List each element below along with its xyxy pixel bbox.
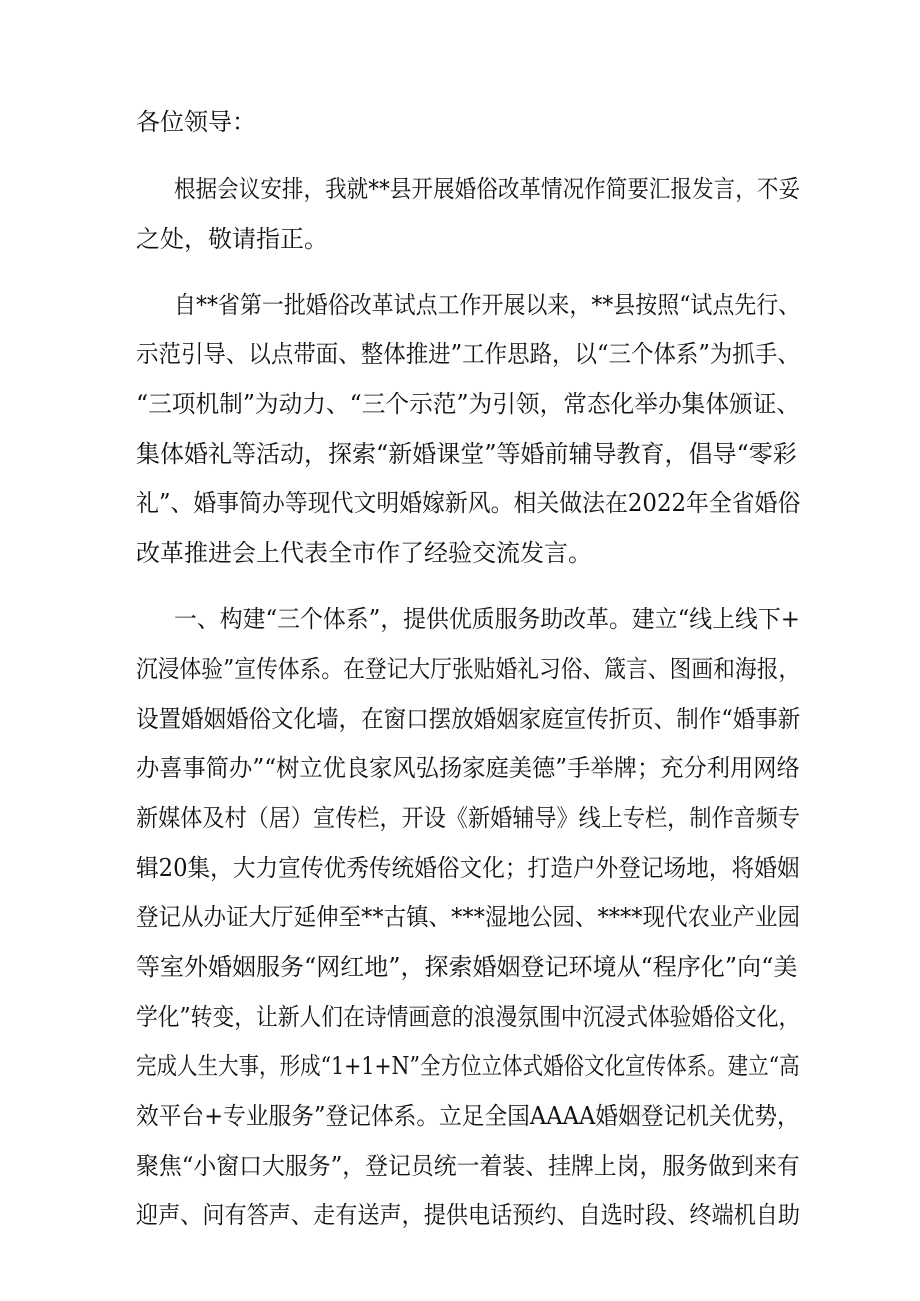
paragraph-line: 新媒体及村（居）宣传栏，开设《新婚辅导》线上专栏，制作音频专 bbox=[136, 804, 800, 832]
paragraph-line: 办喜事简办”“树立优良家风弘扬家庭美德”手举牌；充分利用网络 bbox=[136, 754, 800, 782]
paragraph-line: 聚焦“小窗口大服务”，登记员统一着装、挂牌上岗，服务做到来有 bbox=[136, 1152, 800, 1180]
paragraph-line: 之处，敬请指正。 bbox=[136, 225, 328, 253]
paragraph-line: 集体婚礼等活动，探索“新婚课堂”等婚前辅导教育，倡导“零彩 bbox=[136, 440, 797, 468]
salutation: 各位领导： bbox=[136, 108, 256, 136]
paragraph-line: “三项机制”为动力、“三个示范”为引领，常态化举办集体颁证、 bbox=[136, 390, 801, 418]
paragraph-line: 改革推进会上代表全市作了经验交流发言。 bbox=[136, 539, 592, 567]
paragraph-line: 根据会议安排，我就**县开展婚俗改革情况作简要汇报发言，不妥 bbox=[174, 175, 801, 203]
paragraph-line: 礼”、婚事简办等现代文明婚嫁新风。相关做法在2022年全省婚俗 bbox=[136, 489, 801, 517]
paragraph-line: 沉浸体验”宣传体系。在登记大厅张贴婚礼习俗、箴言、图画和海报， bbox=[136, 655, 801, 683]
paragraph-line: 一、构建“三个体系”，提供优质服务助改革。建立“线上线下+ bbox=[174, 605, 800, 633]
paragraph-line: 自**省第一批婚俗改革试点工作开展以来，**县按照“试点先行、 bbox=[174, 291, 801, 319]
paragraph-line: 效平台+专业服务”登记体系。立足全国AAAA婚姻登记机关优势， bbox=[136, 1102, 800, 1130]
paragraph-line: 学化”转变，让新人们在诗情画意的浪漫氛围中沉浸式体验婚俗文化， bbox=[136, 1003, 801, 1031]
paragraph-line: 设置婚姻婚俗文化墙，在窗口摆放婚姻家庭宣传折页、制作“婚事新 bbox=[136, 705, 801, 733]
paragraph-line: 等室外婚姻服务“网红地”，探索婚姻登记环境从“程序化”向“美 bbox=[136, 953, 798, 981]
paragraph-line: 迎声、问有答声、走有送声，提供电话预约、自选时段、终端机自助 bbox=[136, 1201, 800, 1229]
paragraph-line: 登记从办证大厅延伸至**古镇、***湿地公园、****现代农业产业园 bbox=[136, 903, 801, 931]
paragraph-line: 完成人生大事，形成“1+1+N”全方位立体式婚俗文化宣传体系。建立“高 bbox=[136, 1052, 800, 1080]
paragraph-line: 辑20集，大力宣传优秀传统婚俗文化；打造户外登记场地，将婚姻 bbox=[136, 854, 800, 882]
paragraph-line: 示范引导、以点带面、整体推进”工作思路，以“三个体系”为抓手、 bbox=[136, 340, 800, 368]
